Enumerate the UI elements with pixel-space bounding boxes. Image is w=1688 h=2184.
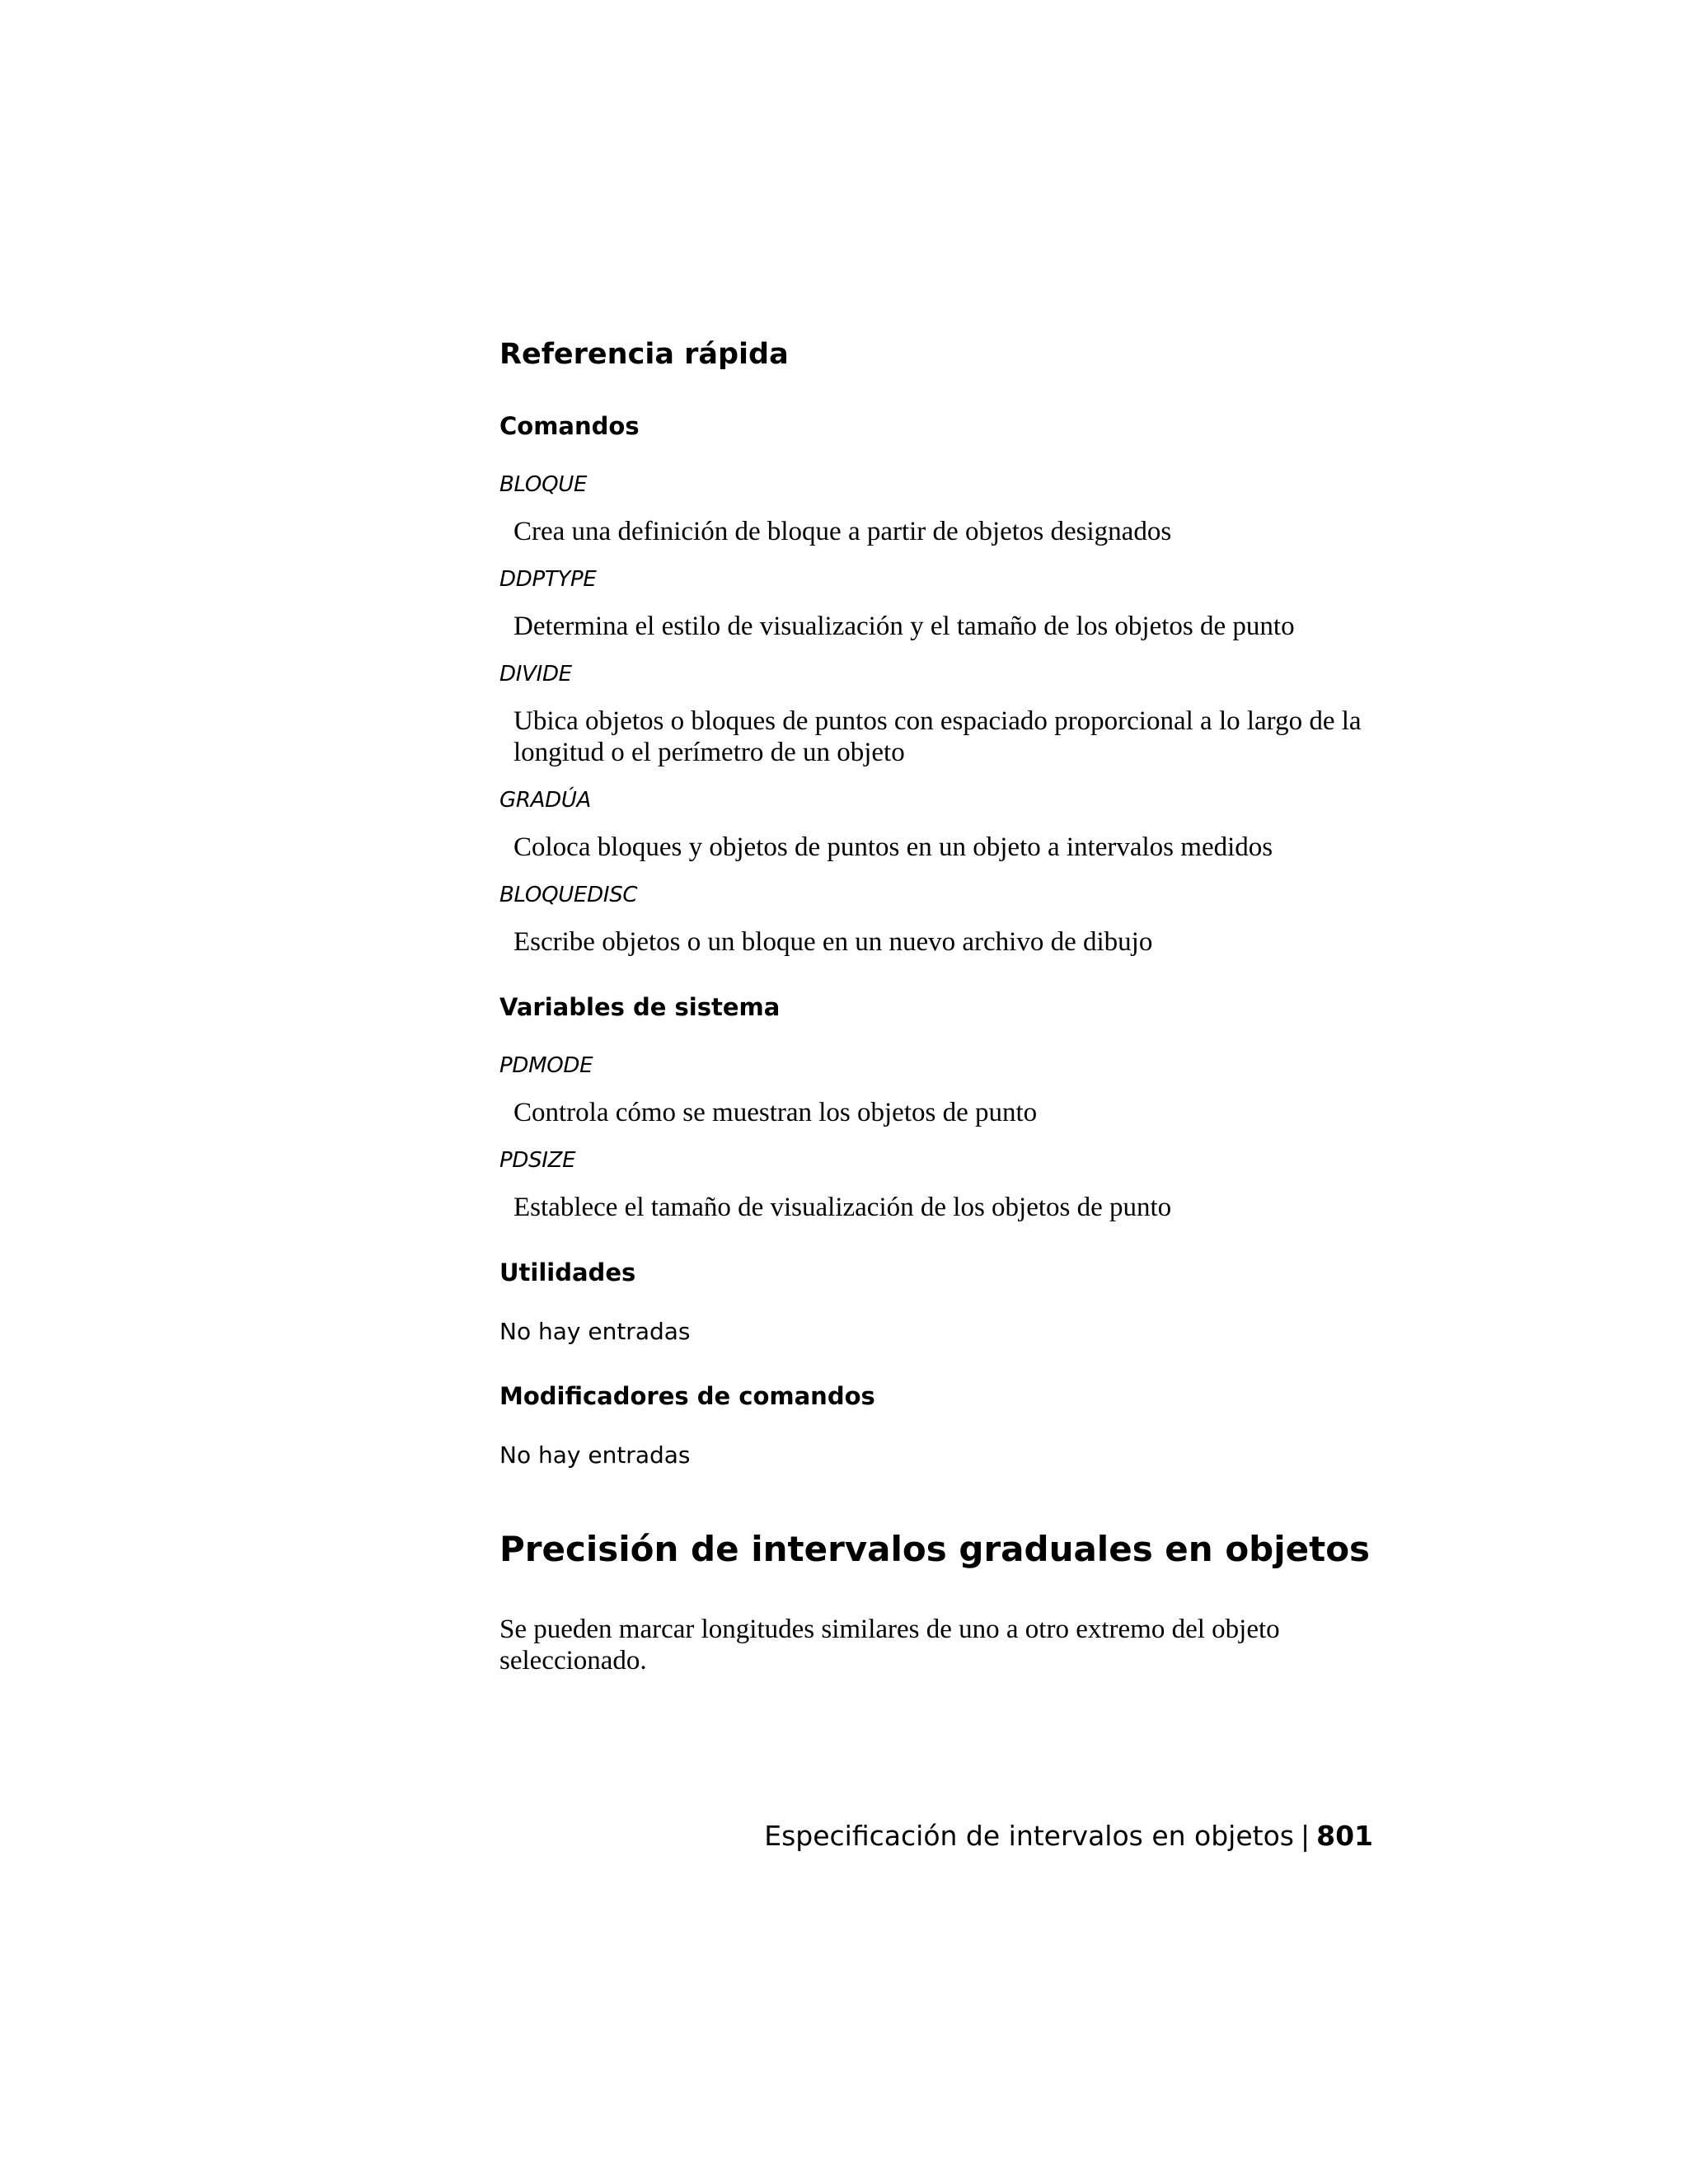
footer-separator: |	[1300, 1820, 1311, 1852]
system-variables-heading: Variables de sistema	[499, 993, 781, 1021]
utilities-heading: Utilidades	[499, 1258, 636, 1286]
page-number: 801	[1316, 1820, 1373, 1852]
command-name: BLOQUE	[499, 472, 588, 497]
command-name: GRADÚA	[499, 788, 592, 813]
section-body: Se pueden marcar longitudes similares de uno a otro extremo del objeto seleccionado.	[499, 1615, 1280, 1675]
page-footer	[764, 1820, 1373, 1852]
footer-chapter-title: Especificación de intervalos en objetos	[764, 1820, 1294, 1852]
utilities-text: No hay entradas	[499, 1318, 691, 1345]
command-description: Escribe objetos o un bloque en un nuevo archivo de dibujo	[513, 927, 1153, 957]
system-variable-name: PDMODE	[499, 1053, 593, 1078]
system-variable-name: PDSIZE	[499, 1148, 576, 1173]
commands-heading: Comandos	[499, 412, 640, 440]
command-name: DIVIDE	[499, 662, 572, 687]
command-modifiers-heading: Modificadores de comandos	[499, 1382, 875, 1410]
system-variable-description: Establece el tamaño de visualización de los objetos de punto	[513, 1193, 1172, 1222]
command-description: Crea una definición de bloque a partir de objetos designados	[513, 517, 1172, 546]
command-description: Ubica objetos o bloques de puntos con espaciado proporcional a lo largo de la longitud o el perímetro de un objeto	[513, 706, 1362, 767]
quick-reference-title: Referencia rápida	[499, 338, 789, 371]
command-description: Coloca bloques y objetos de puntos en un objeto a intervalos medidos	[513, 832, 1273, 862]
command-modifiers-text: No hay entradas	[499, 1441, 691, 1469]
system-variable-description: Controla cómo se muestran los objetos de punto	[513, 1098, 1038, 1127]
command-name: BLOQUEDISC	[499, 883, 638, 907]
section-title: Precisión de intervalos graduales en objetos	[499, 1529, 1371, 1569]
command-name: DDPTYPE	[499, 567, 597, 592]
command-description: Determina el estilo de visualización y el tamaño de los objetos de punto	[513, 612, 1295, 641]
